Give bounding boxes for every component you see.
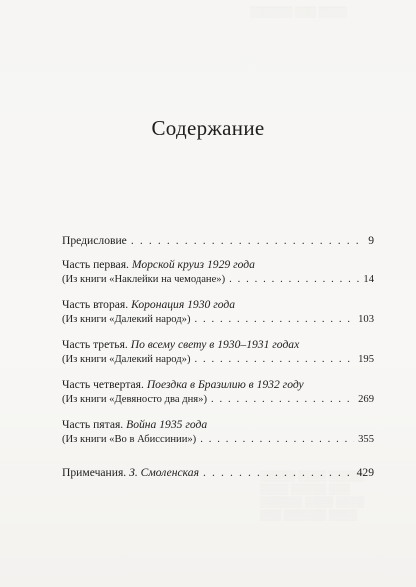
toc-notes-label: Примечания. xyxy=(62,466,127,479)
toc-part-source: (Из книги «Далекий народ») xyxy=(62,354,191,365)
toc-entry-part-4[interactable] xyxy=(62,377,374,407)
show-through-text-top: ▒▒▒▒▒▒ ▒▒▒ ▒▒▒▒ xyxy=(250,7,348,18)
dot-leader xyxy=(203,465,353,480)
toc-preface-label: Предисловие xyxy=(62,234,127,247)
toc-part-number: Часть третья. xyxy=(62,338,128,351)
toc-part-number: Часть первая. xyxy=(62,258,129,271)
toc-part-title: Война 1935 года xyxy=(126,418,208,431)
toc-part-source-row xyxy=(62,352,374,367)
toc-part-source: (Из книги «Девяносто два дня») xyxy=(62,394,207,405)
toc-part-number: Часть пятая. xyxy=(62,418,124,431)
toc-entry-part-1[interactable] xyxy=(62,257,374,287)
dot-leader xyxy=(194,352,354,367)
toc-part-page: 103 xyxy=(358,314,374,325)
toc-part-title: Поездка в Бразилию в 1932 году xyxy=(146,378,304,391)
toc-entry-preface[interactable] xyxy=(62,233,374,248)
show-through-text-bottom: ▒▒▒▒▒ ▒▒▒▒ ▒▒▒▒▒ ▒▒▒▒ ▒▒▒▒▒ ▒▒▒ ▒▒▒▒▒▒ ▒▒▒▒ ▒▒▒▒ ▒▒▒ ▒▒▒▒▒▒ ▒▒▒▒ xyxy=(260,471,365,521)
dot-leader xyxy=(229,272,359,287)
dot-leader xyxy=(131,233,364,248)
dot-leader xyxy=(211,392,354,407)
toc-part-source: (Из книги «Во в Абиссинии») xyxy=(62,434,197,445)
dot-leader xyxy=(194,312,354,327)
toc-part-heading xyxy=(62,297,374,312)
table-of-contents xyxy=(62,233,374,489)
toc-part-page: 14 xyxy=(363,274,374,285)
toc-part-heading xyxy=(62,257,374,272)
toc-part-source-row xyxy=(62,392,374,407)
toc-part-page: 355 xyxy=(358,434,374,445)
page-title: Содержание xyxy=(151,116,265,140)
toc-notes-author: З. Смоленская xyxy=(129,466,199,479)
toc-entry-notes[interactable] xyxy=(62,465,374,480)
toc-part-title: Морской круиз 1929 года xyxy=(131,258,255,271)
toc-part-number: Часть вторая. xyxy=(62,298,129,311)
toc-part-source: (Из книги «Наклейки на чемодане») xyxy=(62,274,226,285)
toc-entry-part-5[interactable] xyxy=(62,417,374,447)
toc-part-number: Часть четвертая. xyxy=(62,378,144,391)
toc-preface-page: 9 xyxy=(368,234,374,247)
toc-part-source: (Из книги «Далекий народ») xyxy=(62,314,191,325)
toc-part-title: По всему свету в 1930–1931 годах xyxy=(130,338,300,351)
toc-part-heading xyxy=(62,377,374,392)
toc-part-page: 269 xyxy=(358,394,374,405)
toc-part-source-row xyxy=(62,272,374,287)
toc-entry-part-3[interactable] xyxy=(62,337,374,367)
dot-leader xyxy=(200,432,354,447)
toc-notes-page: 429 xyxy=(356,466,374,479)
toc-part-source-row xyxy=(62,312,374,327)
toc-part-heading xyxy=(62,417,374,432)
toc-part-source-row xyxy=(62,432,374,447)
toc-entry-part-2[interactable] xyxy=(62,297,374,327)
toc-part-title: Коронация 1930 года xyxy=(131,298,236,311)
toc-part-heading xyxy=(62,337,374,352)
toc-part-page: 195 xyxy=(358,354,374,365)
